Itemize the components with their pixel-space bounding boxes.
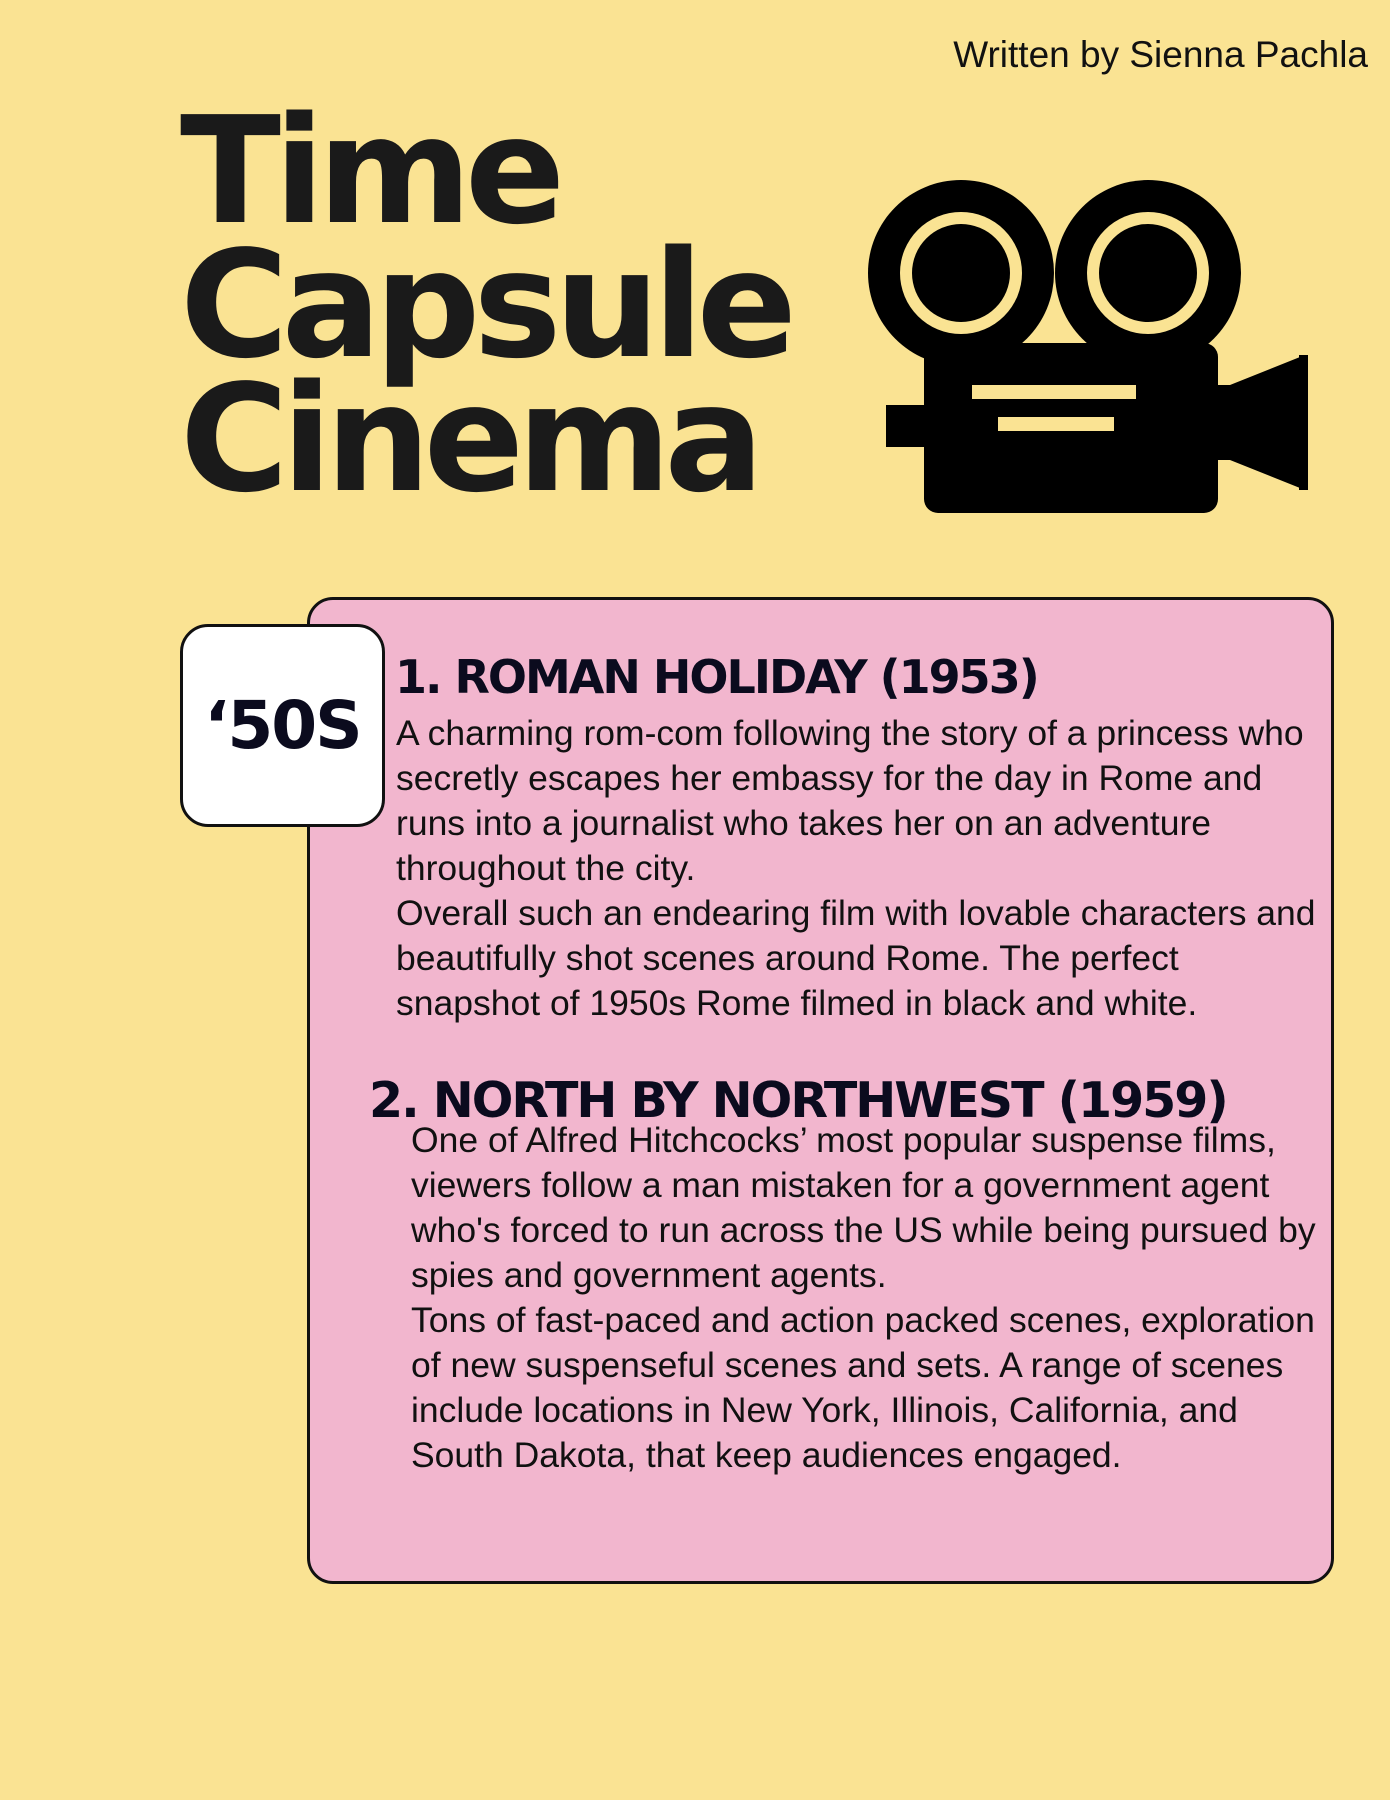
movie-summary: A charming rom-com following the story of a princess who secretly escapes her embassy for the day in Rome and runs into a journalist who takes her on an adventure throughout the city.	[396, 713, 1304, 888]
decade-badge: ‘50S	[180, 624, 385, 827]
author-byline: Written by Sienna Pachla	[953, 34, 1368, 75]
movie-title-north-by-northwest: 2. NORTH BY NORTHWEST (1959)	[369, 1072, 1227, 1129]
movie-camera-icon	[860, 175, 1320, 520]
movie-summary: One of Alfred Hitchcocks’ most popular suspense films, viewers follow a man mistaken for a government agent who's forced to run across the US while being pursued by spies and government agents.	[411, 1120, 1316, 1295]
title-line-time: Time	[180, 85, 559, 257]
movie-review: Tons of fast-paced and action packed scenes, exploration of new suspenseful scenes and sets. A range of scenes include locations in New York, Illinois, California, and South Dakota, that keep audiences engaged.	[411, 1300, 1315, 1475]
title-line-cinema: Cinema	[180, 353, 758, 525]
movie-review: Overall such an endearing film with lovable characters and beautifully shot scenes around Rome. The perfect snapshot of 1950s Rome filmed in black and white.	[396, 893, 1316, 1023]
movie-description-roman-holiday	[396, 711, 1321, 1026]
title-line-capsule: Capsule	[180, 219, 790, 391]
movie-description-north-by-northwest	[411, 1118, 1321, 1478]
page-title	[180, 85, 790, 525]
movie-title-roman-holiday: 1. ROMAN HOLIDAY (1953)	[395, 650, 1038, 704]
